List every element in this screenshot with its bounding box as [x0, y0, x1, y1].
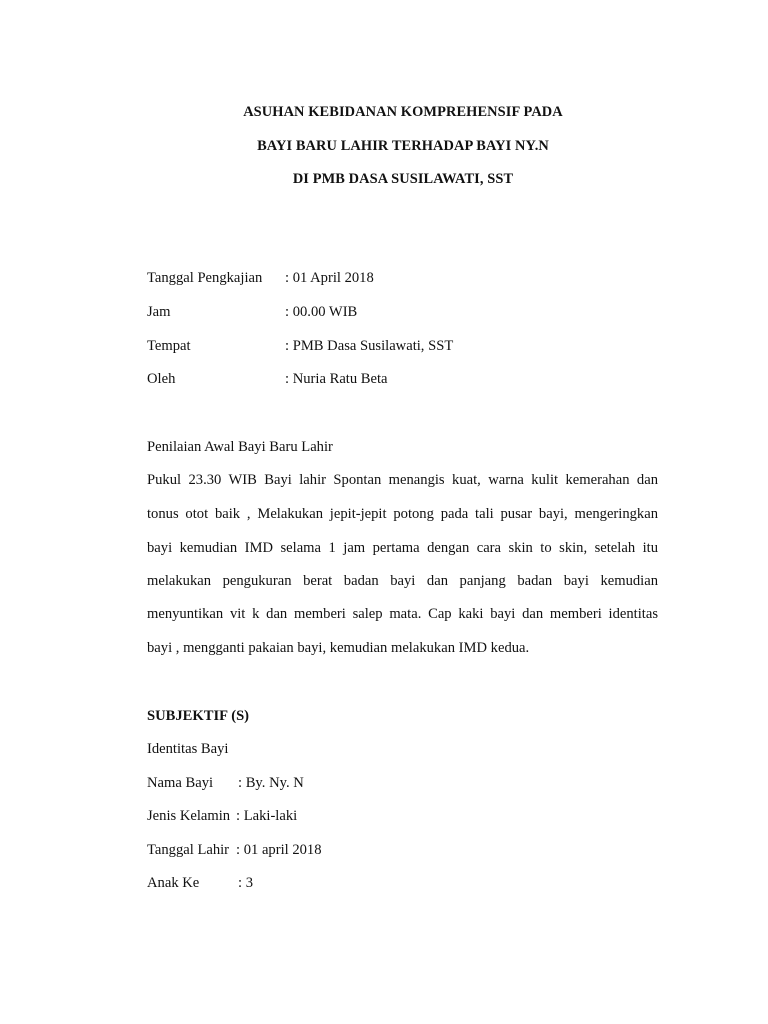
paragraph-line: melakukan pengukuran berat badan bayi dan panjang badan bayi kemudian [147, 573, 658, 589]
paragraph-line: menyuntikan vit k dan memberi salep mata. Cap kaki bayi dan memberi identitas [147, 606, 658, 622]
document-title-line-2: BAYI BARU LAHIR TERHADAP BAYI NY.N [257, 138, 549, 154]
paragraph-line: bayi , mengganti pakaian bayi, kemudian melakukan IMD kedua. [147, 640, 530, 656]
info-label: Tempat [147, 338, 191, 354]
info-label: Tanggal Pengkajian [147, 270, 263, 286]
paragraph-line: tonus otot baik , Melakukan jepit-jepit potong pada tali pusar bayi, mengeringkan [147, 506, 658, 522]
document-title-line-3: DI PMB DASA SUSILAWATI, SST [292, 171, 514, 187]
info-row-place [147, 338, 454, 355]
identity-value: : 01 april 2018 [236, 842, 322, 858]
info-label: Jam [147, 304, 171, 320]
info-value: : 00.00 WIB [285, 304, 358, 320]
identity-heading: Identitas Bayi [147, 741, 229, 757]
identity-label: Nama Bayi [147, 775, 214, 791]
info-value: : 01 April 2018 [285, 270, 374, 286]
info-row-time [147, 304, 358, 321]
identity-value: : Laki-laki [236, 808, 298, 824]
identity-row-birthdate [147, 842, 322, 859]
info-label: Oleh [147, 371, 176, 387]
info-value: : PMB Dasa Susilawati, SST [285, 338, 454, 354]
identity-label: Tanggal Lahir [147, 842, 230, 858]
identity-row-child-order [147, 875, 253, 892]
document-title-line-1: ASUHAN KEBIDANAN KOMPREHENSIF PADA [243, 104, 563, 120]
identity-label: Anak Ke [147, 875, 200, 891]
paragraph-line: Pukul 23.30 WIB Bayi lahir Spontan menangis kuat, warna kulit kemerahan dan [147, 472, 658, 488]
paragraph-line: bayi kemudian IMD selama 1 jam pertama dengan cara skin to skin, setelah itu [147, 540, 658, 556]
identity-value: : 3 [238, 875, 253, 891]
identity-row-name [147, 775, 304, 792]
assessment-heading: Penilaian Awal Bayi Baru Lahir [147, 439, 333, 455]
identity-label: Jenis Kelamin [147, 808, 231, 824]
identity-value: : By. Ny. N [238, 775, 304, 791]
info-row-date [147, 270, 374, 287]
subjective-heading: SUBJEKTIF (S) [147, 708, 250, 724]
info-value: : Nuria Ratu Beta [285, 371, 388, 387]
identity-row-sex [147, 808, 298, 825]
info-row-by [147, 371, 388, 388]
